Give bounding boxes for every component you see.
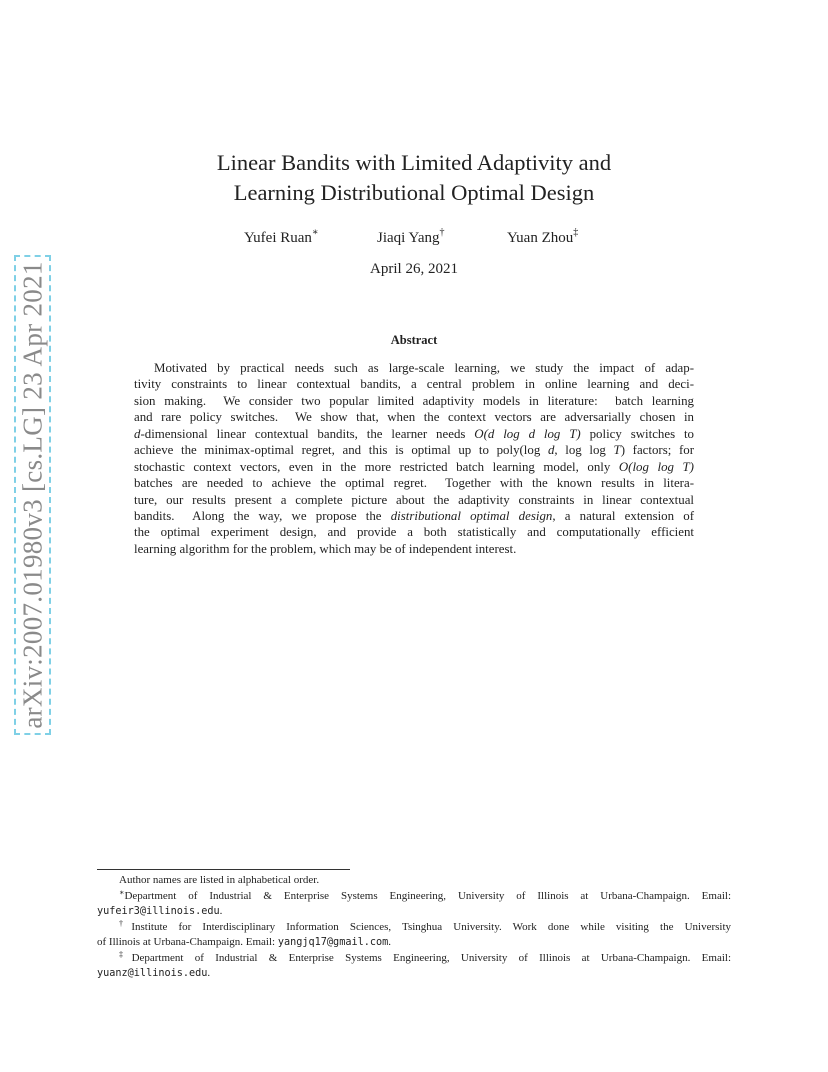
math-expression: T	[613, 443, 621, 458]
footnote-2-line-2	[97, 935, 731, 951]
abstract-text: bandits. Along the way, we propose the	[134, 508, 391, 523]
footnote-text: Department of Industrial & Enterprise Systems Engineering, University of Illinois at Urbana-Champaign. Email:	[131, 951, 732, 964]
footnote-text: of Illinois at Urbana-Champaign. Email:	[97, 936, 278, 948]
abstract-line	[134, 360, 694, 376]
footnote-email[interactable]: yuanz@illinois.edu	[97, 968, 208, 979]
author-3	[507, 228, 578, 247]
abstract-line	[134, 492, 694, 508]
math-expression: O(d log d log T)	[474, 426, 581, 441]
author-footnote-mark: ‡	[573, 227, 579, 238]
arxiv-identifier: arXiv:2007.01980v3 [cs.LG] 23 Apr 2021	[17, 261, 47, 729]
author-footnote-mark: †	[439, 227, 445, 238]
footnote-text: .	[207, 967, 211, 979]
footnote-text: .	[219, 905, 223, 917]
title-line-2: Learning Distributional Optimal Design	[233, 180, 595, 205]
arxiv-side-stamp	[14, 255, 51, 735]
author-1	[244, 228, 319, 247]
footnote-text: Department of Industrial & Enterprise Systems Engineering, University of Illinois at Urbana-Champaign. Email:	[124, 889, 731, 902]
footnote-1-line-1	[97, 889, 731, 905]
footnote-mark: ‡	[119, 949, 132, 959]
abstract-line	[134, 541, 694, 557]
abstract-text: the optimal experiment design, and provide a both statistically and computationally efficient	[134, 525, 694, 540]
abstract-text: batches are needed to achieve the optimal regret. Together with the known results in litera-	[134, 476, 694, 491]
footnote-2-line-1	[97, 920, 731, 936]
footnote-mark: ∗	[119, 887, 125, 897]
abstract-text: learning algorithm for the problem, which may be of independent interest.	[134, 541, 517, 556]
footnotes	[97, 873, 731, 982]
abstract-text: stochastic context vectors, even in the more restricted batch learning model, only	[134, 459, 619, 474]
footnote-3-line-1	[97, 951, 731, 967]
abstract-line	[134, 426, 694, 442]
footnote-3-line-2	[97, 966, 731, 982]
author-2	[377, 228, 445, 247]
footnote-email[interactable]: yangjq17@gmail.com	[277, 937, 389, 948]
author-name: Jiaqi Yang	[377, 230, 440, 246]
math-expression: d	[134, 426, 141, 441]
math-expression: d	[547, 443, 555, 458]
abstract-line	[134, 409, 694, 425]
abstract-text: Motivated by practical needs such as large-scale learning, we study the impact of adap-	[154, 361, 694, 375]
footnote-rule	[97, 869, 350, 870]
author-name: Yufei Ruan	[244, 230, 312, 246]
abstract-text: policy switches to	[580, 426, 694, 441]
abstract-text: tivity constraints to linear contextual bandits, a central problem in online learning and deci-	[134, 377, 694, 392]
abstract-text: , a natural extension of	[552, 508, 694, 523]
author-name: Yuan Zhou	[507, 230, 574, 246]
paper-date: April 26, 2021	[370, 261, 458, 277]
abstract-line	[134, 475, 694, 491]
author-footnote-mark: ∗	[311, 227, 319, 238]
title-line-1: Linear Bandits with Limited Adaptivity and	[216, 150, 612, 175]
footnote-mark: †	[119, 918, 132, 928]
abstract-text: and rare policy switches. We show that, when the context vectors are adversarially chosen in	[134, 410, 694, 425]
abstract-line	[134, 508, 694, 524]
abstract-text: ) factors; for	[620, 443, 694, 458]
abstract-text: , log log	[554, 443, 614, 458]
abstract-line	[134, 459, 694, 475]
abstract-body	[134, 360, 694, 557]
footnote-text: .	[388, 936, 392, 948]
footnote-1-line-2	[97, 904, 731, 920]
math-expression: O(log log T)	[618, 459, 694, 474]
abstract-line	[134, 393, 694, 409]
abstract-heading: Abstract	[390, 333, 438, 347]
abstract-text: achieve the minimax-optimal regret, and this is optimal up to poly(log	[134, 443, 548, 458]
abstract-line	[134, 442, 694, 458]
abstract-text: -dimensional linear contextual bandits, the learner needs	[140, 426, 475, 441]
abstract-text: ture, our results present a complete picture about the adaptivity constraints in linear contextual	[134, 492, 694, 507]
paper-title	[0, 148, 828, 208]
abstract-line	[134, 376, 694, 392]
footnote-text: Institute for Interdisciplinary Information Sciences, Tsinghua University. Work done while visiting the University	[131, 920, 732, 933]
abstract-line	[134, 524, 694, 540]
abstract-text: sion making. We consider two popular limited adaptivity models in literature: batch learning	[134, 393, 694, 408]
footnote-email[interactable]: yufeir3@illinois.edu	[97, 906, 220, 917]
emphasized-text: distributional optimal design	[390, 508, 553, 523]
footnote-author-order: Author names are listed in alphabetical order.	[119, 874, 320, 886]
